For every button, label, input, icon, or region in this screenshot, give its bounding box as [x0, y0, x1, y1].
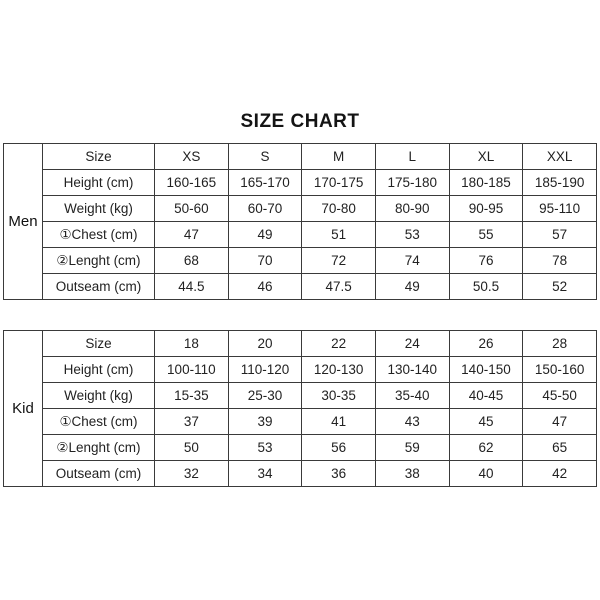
value-cell: 56 — [302, 435, 376, 461]
table-row — [4, 248, 597, 274]
value-cell: 180-185 — [449, 170, 523, 196]
value-cell: 160-165 — [155, 170, 229, 196]
value-cell: 34 — [228, 461, 302, 487]
value-cell: 51 — [302, 222, 376, 248]
column-header-cell: 26 — [449, 331, 523, 357]
value-cell: 110-120 — [228, 357, 302, 383]
row-label-cell: Size — [43, 331, 155, 357]
column-header-cell: XS — [155, 144, 229, 170]
column-header-cell: 22 — [302, 331, 376, 357]
value-cell: 50-60 — [155, 196, 229, 222]
row-label-cell: Weight (kg) — [43, 196, 155, 222]
value-cell: 72 — [302, 248, 376, 274]
row-label-cell: Size — [43, 144, 155, 170]
column-header-cell: 20 — [228, 331, 302, 357]
column-header-cell: 28 — [523, 331, 597, 357]
value-cell: 70 — [228, 248, 302, 274]
value-cell: 52 — [523, 274, 597, 300]
column-header-cell: M — [302, 144, 376, 170]
value-cell: 95-110 — [523, 196, 597, 222]
value-cell: 38 — [375, 461, 449, 487]
row-label-cell: Outseam (cm) — [43, 274, 155, 300]
value-cell: 150-160 — [523, 357, 597, 383]
value-cell: 50 — [155, 435, 229, 461]
value-cell: 47 — [155, 222, 229, 248]
row-label-cell: ①Chest (cm) — [43, 409, 155, 435]
value-cell: 32 — [155, 461, 229, 487]
value-cell: 185-190 — [523, 170, 597, 196]
value-cell: 68 — [155, 248, 229, 274]
value-cell: 46 — [228, 274, 302, 300]
value-cell: 25-30 — [228, 383, 302, 409]
value-cell: 45-50 — [523, 383, 597, 409]
value-cell: 15-35 — [155, 383, 229, 409]
column-header-cell: 24 — [375, 331, 449, 357]
size-chart-title: SIZE CHART — [240, 111, 360, 132]
row-label-cell: ①Chest (cm) — [43, 222, 155, 248]
column-header-cell: 18 — [155, 331, 229, 357]
table-row — [4, 435, 597, 461]
value-cell: 42 — [523, 461, 597, 487]
kid-table-body — [4, 331, 597, 487]
value-cell: 53 — [228, 435, 302, 461]
value-cell: 130-140 — [375, 357, 449, 383]
table-row — [4, 170, 597, 196]
value-cell: 60-70 — [228, 196, 302, 222]
value-cell: 65 — [523, 435, 597, 461]
value-cell: 40-45 — [449, 383, 523, 409]
value-cell: 30-35 — [302, 383, 376, 409]
value-cell: 35-40 — [375, 383, 449, 409]
value-cell: 100-110 — [155, 357, 229, 383]
table-row — [4, 331, 597, 357]
value-cell: 47.5 — [302, 274, 376, 300]
value-cell: 80-90 — [375, 196, 449, 222]
value-cell: 120-130 — [302, 357, 376, 383]
value-cell: 57 — [523, 222, 597, 248]
value-cell: 50.5 — [449, 274, 523, 300]
value-cell: 49 — [375, 274, 449, 300]
row-label-cell: Outseam (cm) — [43, 461, 155, 487]
table-row — [4, 222, 597, 248]
value-cell: 43 — [375, 409, 449, 435]
value-cell: 59 — [375, 435, 449, 461]
value-cell: 49 — [228, 222, 302, 248]
value-cell: 170-175 — [302, 170, 376, 196]
row-label-cell: Weight (kg) — [43, 383, 155, 409]
value-cell: 39 — [228, 409, 302, 435]
value-cell: 62 — [449, 435, 523, 461]
kid-group-label: Kid — [4, 331, 43, 487]
row-label-cell: Height (cm) — [43, 357, 155, 383]
kid-size-table — [3, 330, 597, 487]
value-cell: 74 — [375, 248, 449, 274]
value-cell: 53 — [375, 222, 449, 248]
value-cell: 47 — [523, 409, 597, 435]
value-cell: 165-170 — [228, 170, 302, 196]
table-row — [4, 357, 597, 383]
column-header-cell: S — [228, 144, 302, 170]
row-label-cell: Height (cm) — [43, 170, 155, 196]
value-cell: 140-150 — [449, 357, 523, 383]
value-cell: 90-95 — [449, 196, 523, 222]
table-row — [4, 196, 597, 222]
value-cell: 55 — [449, 222, 523, 248]
value-cell: 78 — [523, 248, 597, 274]
value-cell: 45 — [449, 409, 523, 435]
column-header-cell: L — [375, 144, 449, 170]
value-cell: 41 — [302, 409, 376, 435]
row-label-cell: ②Lenght (cm) — [43, 435, 155, 461]
table-row — [4, 274, 597, 300]
row-label-cell: ②Lenght (cm) — [43, 248, 155, 274]
men-table-body — [4, 144, 597, 300]
column-header-cell: XXL — [523, 144, 597, 170]
value-cell: 37 — [155, 409, 229, 435]
men-size-table — [3, 143, 597, 300]
table-row — [4, 409, 597, 435]
value-cell: 44.5 — [155, 274, 229, 300]
men-group-label: Men — [4, 144, 43, 300]
column-header-cell: XL — [449, 144, 523, 170]
value-cell: 70-80 — [302, 196, 376, 222]
table-row — [4, 383, 597, 409]
value-cell: 175-180 — [375, 170, 449, 196]
value-cell: 40 — [449, 461, 523, 487]
table-row — [4, 461, 597, 487]
value-cell: 76 — [449, 248, 523, 274]
table-row — [4, 144, 597, 170]
value-cell: 36 — [302, 461, 376, 487]
